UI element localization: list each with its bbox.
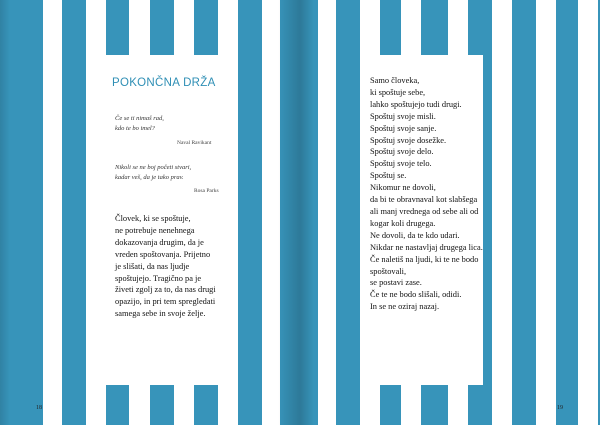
quote-author: Naval Ravikant — [177, 140, 212, 146]
right-body-text — [370, 75, 483, 313]
left-body-text — [115, 213, 223, 320]
body-line: Spoštuj se. — [370, 171, 407, 181]
body-line: Nikdar ne nastavljaj drugega lica. — [370, 242, 483, 252]
body-line: je slišati, da nas ljudje — [115, 261, 190, 271]
body-line: Samo človeka, — [370, 76, 420, 85]
body-line: opazijo, in pri tem spregledati — [115, 297, 216, 307]
white-stripe — [43, 0, 62, 425]
body-line: samega sebe in svoje želje. — [115, 309, 206, 319]
quote-text — [115, 114, 220, 134]
quote-line: kdo te bo imel? — [115, 125, 155, 132]
body-line: Spoštuj svoje delo. — [370, 147, 434, 157]
body-line: dokazovanja drugim, da je — [115, 237, 204, 247]
white-stripe — [536, 0, 556, 425]
body-line: ki spoštuje sebe, — [370, 87, 426, 97]
page-number-right: 19 — [557, 405, 563, 411]
page-edge-shadow — [0, 0, 10, 425]
page-number-left: 18 — [36, 405, 42, 411]
quote-text — [115, 163, 220, 183]
quote-line: Če se ti nimaš rad, — [115, 115, 164, 122]
white-stripe — [578, 0, 598, 425]
body-line: kogar koli drugega. — [370, 218, 436, 228]
body-line: vreden spoštovanja. Prijetno — [115, 249, 211, 259]
quote-author: Rosa Parks — [194, 188, 219, 194]
body-line: Če naletiš na ljudi, ki te ne bodo — [370, 254, 479, 264]
body-line: Ne dovoli, da te kdo udari. — [370, 230, 460, 240]
body-line: da bi te obravnaval kot slabšega — [370, 195, 478, 205]
body-line: spoštujejo. Tragično pa je — [115, 273, 202, 283]
body-line: ne potrebuje nenehnega — [115, 225, 195, 235]
quote-line: kadar veš, da je tako prav. — [115, 174, 184, 181]
body-line: se postavi zase. — [370, 278, 422, 288]
gutter-shadow — [300, 0, 314, 425]
body-line: Spoštuj svoje misli. — [370, 111, 436, 121]
body-line: Nikomur ne dovoli, — [370, 183, 436, 193]
body-line: živeti zgolj za to, da nas drugi — [115, 285, 216, 295]
body-line: Človek, ki se spoštuje, — [115, 214, 191, 223]
white-stripe — [492, 0, 512, 425]
body-line: ali manj vrednega od sebe ali od — [370, 206, 479, 216]
body-line: Spoštuj svoje dosežke. — [370, 135, 447, 145]
quote-line: Nikoli se ne boj početi stvari, — [115, 164, 192, 171]
body-line: lahko spoštujejo tudi drugi. — [370, 99, 462, 109]
gutter-shadow — [278, 0, 300, 425]
body-line: In se ne oziraj nazaj. — [370, 302, 440, 312]
body-line: Spoštuj svoje sanje. — [370, 123, 437, 133]
chapter-title: POKONČNA DRŽA — [112, 77, 216, 89]
body-line: Spoštuj svoje telo. — [370, 159, 432, 169]
body-line: Če te ne bodo slišali, odidi. — [370, 290, 462, 300]
body-line: spoštovali, — [370, 266, 407, 276]
white-stripe — [318, 0, 336, 425]
